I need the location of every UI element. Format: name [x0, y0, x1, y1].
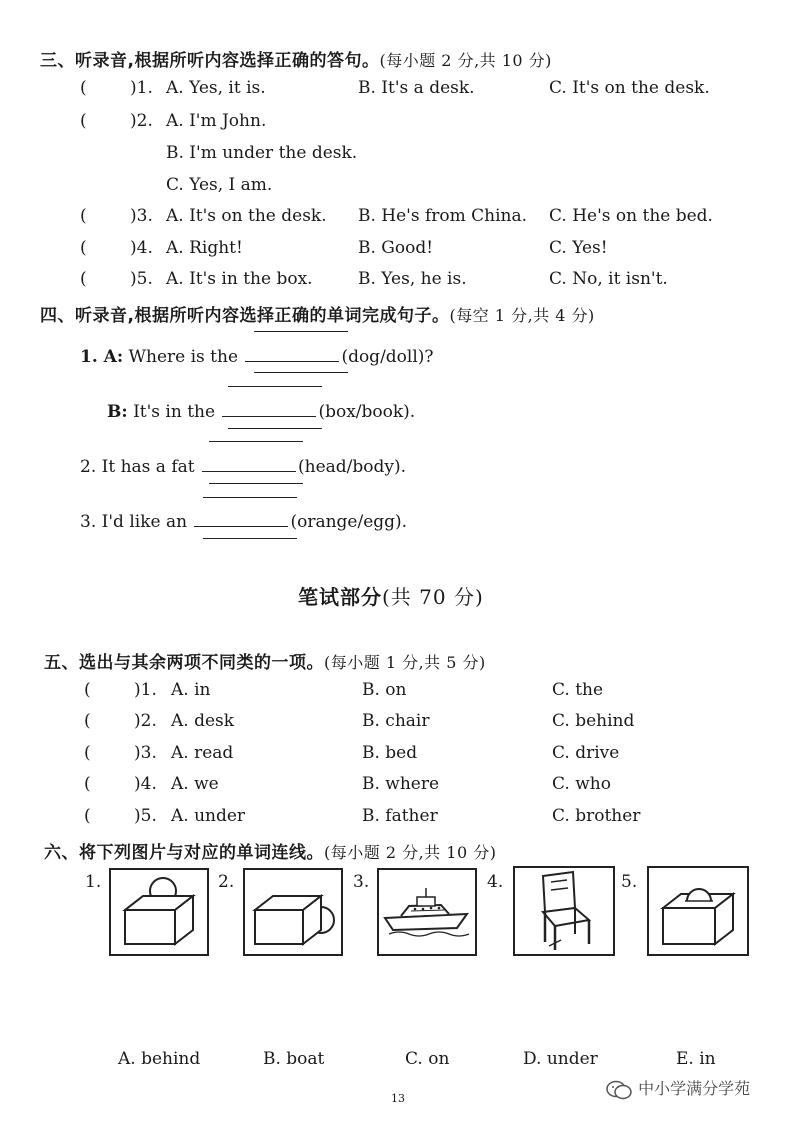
section6-title: 六、将下列图片与对应的单词连线。: [44, 843, 324, 863]
picture-ball-in-box[interactable]: [647, 866, 749, 956]
sentence-before: It has a fat: [101, 457, 195, 477]
written-note: (共 70 分): [382, 585, 484, 609]
chair-icon: [515, 868, 613, 954]
option-b: B. It's a desk.: [358, 78, 475, 98]
picture-number: 2.: [218, 872, 235, 892]
option-b: B. father: [362, 806, 438, 826]
answer-paren: (: [80, 206, 87, 226]
option-c: C. Yes!: [549, 238, 608, 258]
answer-blank[interactable]: [194, 510, 288, 527]
section5-heading: [44, 648, 486, 673]
option-c: C. He's on the bed.: [549, 206, 713, 226]
section3-title: 三、听录音,根据所听内容选择正确的答句。: [40, 51, 380, 71]
wechat-icon: [605, 1079, 633, 1101]
option-a: A. It's in the box.: [166, 269, 313, 289]
picture-ball-on-box[interactable]: [109, 868, 209, 956]
sentence-label: 2.: [80, 457, 97, 477]
question-number: )1.: [130, 78, 153, 98]
section5-note: (每小题 1 分,共 5 分): [324, 653, 486, 672]
writing-guide-line: [209, 441, 303, 442]
fill-sentence: [107, 400, 415, 422]
option-a: A. Right!: [166, 238, 243, 258]
fill-sentence: [80, 455, 406, 477]
option-a: A. desk: [171, 711, 235, 731]
answer-paren: (: [84, 806, 91, 826]
sentence-label: 1. A:: [80, 347, 124, 367]
sentence-before: Where is the: [128, 347, 239, 367]
option-c: C. brother: [552, 806, 641, 826]
answer-paren: (: [84, 711, 91, 731]
word-option-boat[interactable]: B. boat: [263, 1049, 325, 1069]
option-a: A. Yes, it is.: [166, 78, 266, 98]
box-ball-behind-icon: [245, 870, 341, 954]
watermark-text: 中小学满分学苑: [638, 1079, 751, 1098]
writing-guide-line: [254, 372, 348, 373]
written-title: 笔试部分: [298, 585, 382, 609]
option-a: A. under: [171, 806, 246, 826]
option-b: B. bed: [362, 743, 418, 763]
option-a: A. we: [171, 774, 219, 794]
answer-paren: (: [84, 774, 91, 794]
option-b: B. where: [362, 774, 440, 794]
writing-guide-line: [228, 428, 322, 429]
section4-heading: [40, 301, 595, 326]
picture-ball-beside-box[interactable]: [243, 868, 343, 956]
page-number: 13: [391, 1092, 405, 1105]
picture-chair[interactable]: [513, 866, 615, 956]
answer-blank[interactable]: [245, 345, 339, 362]
fill-sentence: [80, 510, 407, 532]
word-option-in[interactable]: E. in: [676, 1049, 716, 1069]
picture-number: 1.: [85, 872, 102, 892]
box-ball-on-icon: [111, 870, 207, 954]
answer-paren: (: [80, 78, 87, 98]
writing-guide-line: [209, 483, 303, 484]
option-a: A. I'm John.: [166, 111, 267, 131]
fill-sentence: [80, 345, 434, 367]
writing-guide-line: [254, 331, 348, 332]
option-a: A. It's on the desk.: [166, 206, 327, 226]
option-c: C. the: [552, 680, 604, 700]
word-option-under[interactable]: D. under: [523, 1049, 598, 1069]
question-number: )2.: [134, 711, 157, 731]
answer-paren: (: [84, 680, 91, 700]
option-b: B. chair: [362, 711, 430, 731]
option-b: B. Good!: [358, 238, 434, 258]
sentence-label: 3.: [80, 512, 97, 532]
writing-guide-line: [203, 538, 297, 539]
option-c: C. drive: [552, 743, 620, 763]
writing-guide-line: [228, 386, 322, 387]
sentence-label: B:: [107, 402, 128, 422]
question-number: )4.: [130, 238, 153, 258]
answer-paren: (: [80, 269, 87, 289]
question-number: )5.: [130, 269, 153, 289]
picture-boat[interactable]: [377, 868, 477, 956]
sentence-after: (head/body).: [298, 457, 407, 477]
answer-paren: (: [80, 238, 87, 258]
watermark: [605, 1076, 750, 1101]
option-b: B. He's from China.: [358, 206, 528, 226]
word-option-behind[interactable]: A. behind: [118, 1049, 201, 1069]
word-option-on[interactable]: C. on: [405, 1049, 450, 1069]
option-c: C. No, it isn't.: [549, 269, 668, 289]
section3-heading: [40, 46, 552, 71]
section6-heading: [44, 838, 496, 863]
question-number: )2.: [130, 111, 153, 131]
section4-title: 四、听录音,根据所听内容选择正确的单词完成句子。: [40, 306, 450, 326]
picture-number: 5.: [621, 872, 638, 892]
question-number: )1.: [134, 680, 157, 700]
sentence-after: (box/book).: [318, 402, 416, 422]
sentence-before: It's in the: [133, 402, 216, 422]
writing-guide-line: [203, 497, 297, 498]
box-ball-in-icon: [649, 868, 747, 954]
question-number: )5.: [134, 806, 157, 826]
option-b: B. on: [362, 680, 407, 700]
section6-note: (每小题 2 分,共 10 分): [324, 843, 497, 862]
answer-blank[interactable]: [202, 455, 296, 472]
sentence-before: I'd like an: [101, 512, 188, 532]
question-number: )3.: [130, 206, 153, 226]
written-part-title: [298, 581, 484, 610]
answer-paren: (: [80, 111, 87, 131]
boat-icon: [379, 870, 475, 954]
option-c: C. who: [552, 774, 611, 794]
option-c: C. It's on the desk.: [549, 78, 710, 98]
question-number: )3.: [134, 743, 157, 763]
picture-number: 3.: [353, 872, 370, 892]
option-b: B. Yes, he is.: [358, 269, 467, 289]
section4-note: (每空 1 分,共 4 分): [449, 306, 595, 325]
section5-title: 五、选出与其余两项不同类的一项。: [44, 653, 324, 673]
answer-blank[interactable]: [222, 400, 316, 417]
question-number: )4.: [134, 774, 157, 794]
option-b: B. I'm under the desk.: [166, 143, 358, 163]
option-c: C. behind: [552, 711, 635, 731]
section3-note: (每小题 2 分,共 10 分): [379, 51, 552, 70]
option-c: C. Yes, I am.: [166, 175, 273, 195]
sentence-after: (orange/egg).: [290, 512, 408, 532]
answer-paren: (: [84, 743, 91, 763]
option-a: A. in: [171, 680, 211, 700]
sentence-after: (dog/doll)?: [341, 347, 434, 367]
picture-number: 4.: [487, 872, 504, 892]
option-a: A. read: [171, 743, 234, 763]
